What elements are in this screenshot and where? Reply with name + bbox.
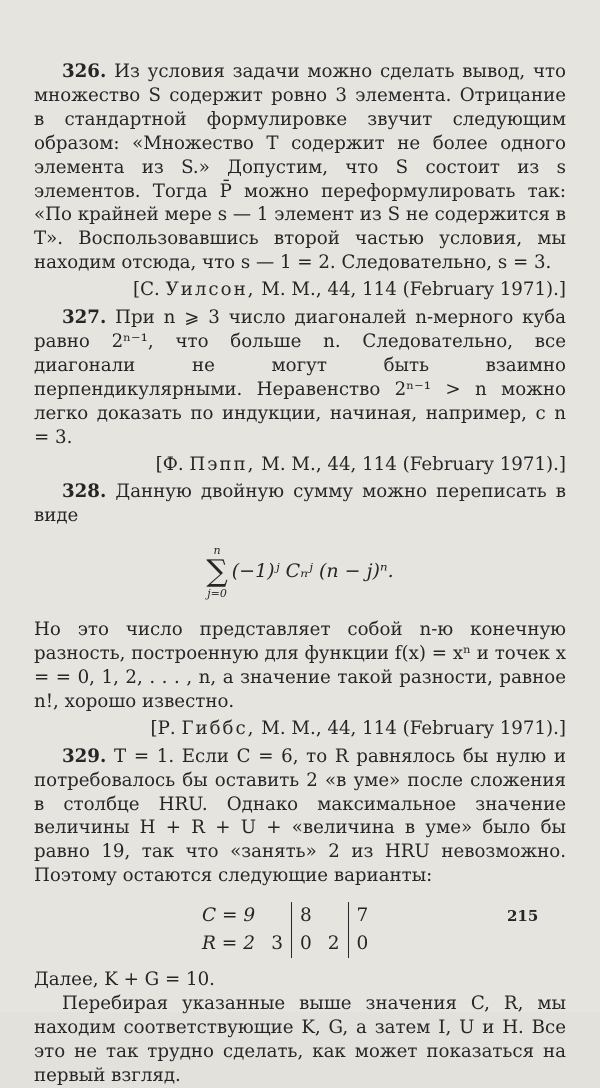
problem-329-next: Далее, K + G = 10. (34, 969, 215, 990)
variants-table (194, 902, 376, 958)
problem-number: 329. (62, 745, 107, 767)
table-cell: 3 (271, 933, 283, 955)
table-cell: 8 (291, 902, 319, 930)
source-citation (34, 717, 566, 741)
citation-open: [Ф. (155, 453, 190, 475)
table-cell: 0 (291, 930, 319, 958)
problem-329-final: Перебирая указанные выше значения C, R, мы находим соответствующие K, G, а затем I, U и H. Все это не так трудно сделать, как может показаться на первый взгляд. (34, 992, 566, 1086)
source-citation (34, 453, 566, 477)
problem-327 (34, 306, 566, 449)
sigma-symbol: n ∑ j=0 (206, 544, 228, 601)
problem-326 (34, 60, 566, 275)
sum-upper-limit: n (213, 544, 221, 558)
problem-text: Из условия задачи можно сделать вывод, что множество S содержит ровно 3 элемента. Отрицание в стандартной формулировке звучит следующим образом: «Множество T содержит не более одного элемента из S.» Допустим, что S состоит из s элементов. Тогда P̄ можно переформулировать так: «По крайней мере s — 1 элемент из S не содержится в T». Воспользовавшись второй частью условия, мы находим отсюда, что s — 1 = 2. Следовательно, s = 3. (34, 61, 566, 274)
table-cell (263, 902, 291, 930)
problem-328-continued: Но это число представляет собой n-ю конечную разность, построенную для функции f(x) = xⁿ и точек x = = 0, 1, 2, . . . , n, а значение такой разности, равное n!, хорошо известно. (34, 619, 566, 712)
citation-author: Гиббс, (181, 717, 256, 739)
table-cell: 7 (348, 902, 376, 930)
table-cell: R = 2 (202, 933, 255, 955)
citation-author: Уилсон, (165, 279, 256, 301)
problem-text: При n ⩾ 3 число диагоналей n-мерного куба равно 2ⁿ⁻¹, что больше n. Следовательно, все диагонали не могут быть взаимно перпендикулярными. Неравенство 2ⁿ⁻¹ > n можно легко доказать по индукции, начиная, например, с n = 3. (34, 307, 566, 448)
table-cell: 0 (348, 930, 376, 958)
citation-author: Пэпп, (189, 453, 256, 475)
problem-328 (34, 480, 566, 528)
citation-rest: M. M., 44, 114 (February 1971).] (255, 279, 566, 301)
problem-329 (34, 745, 566, 888)
sum-lower-limit: j=0 (207, 587, 227, 601)
citation-rest: M. M., 44, 114 (February 1971).] (255, 717, 566, 739)
citation-open: [С. (133, 279, 166, 301)
formula-body: (−1)ʲ Cₙʲ (n − j)ⁿ. (231, 560, 394, 583)
table-cell: 2 (327, 933, 340, 955)
table-row (194, 930, 376, 958)
citation-rest: M. M., 44, 114 (February 1971).] (255, 453, 566, 475)
table-cell: C = 9 (202, 905, 256, 927)
source-citation (34, 278, 566, 302)
page-number: 215 (507, 907, 539, 925)
table-row (194, 902, 376, 930)
sum-formula (34, 544, 566, 600)
page-text (34, 60, 566, 1088)
problem-text: T = 1. Если C = 6, то R равнялось бы нулю и потребовалось бы оставить 2 «в уме» после сложения в столбце HRU. Однако максимальное значение величины H + R + U + «величина в уме» было бы равно 19, так что «занять» 2 из HRU невозможно. Поэтому остаются следующие варианты: (34, 745, 566, 887)
problem-number: 327. (62, 307, 107, 329)
citation-open: [Р. (150, 717, 182, 739)
table-cell (320, 902, 348, 930)
problem-text: Данную двойную сумму можно переписать в виде (34, 481, 566, 527)
problem-number: 326. (62, 61, 107, 82)
problem-number: 328. (62, 481, 107, 503)
